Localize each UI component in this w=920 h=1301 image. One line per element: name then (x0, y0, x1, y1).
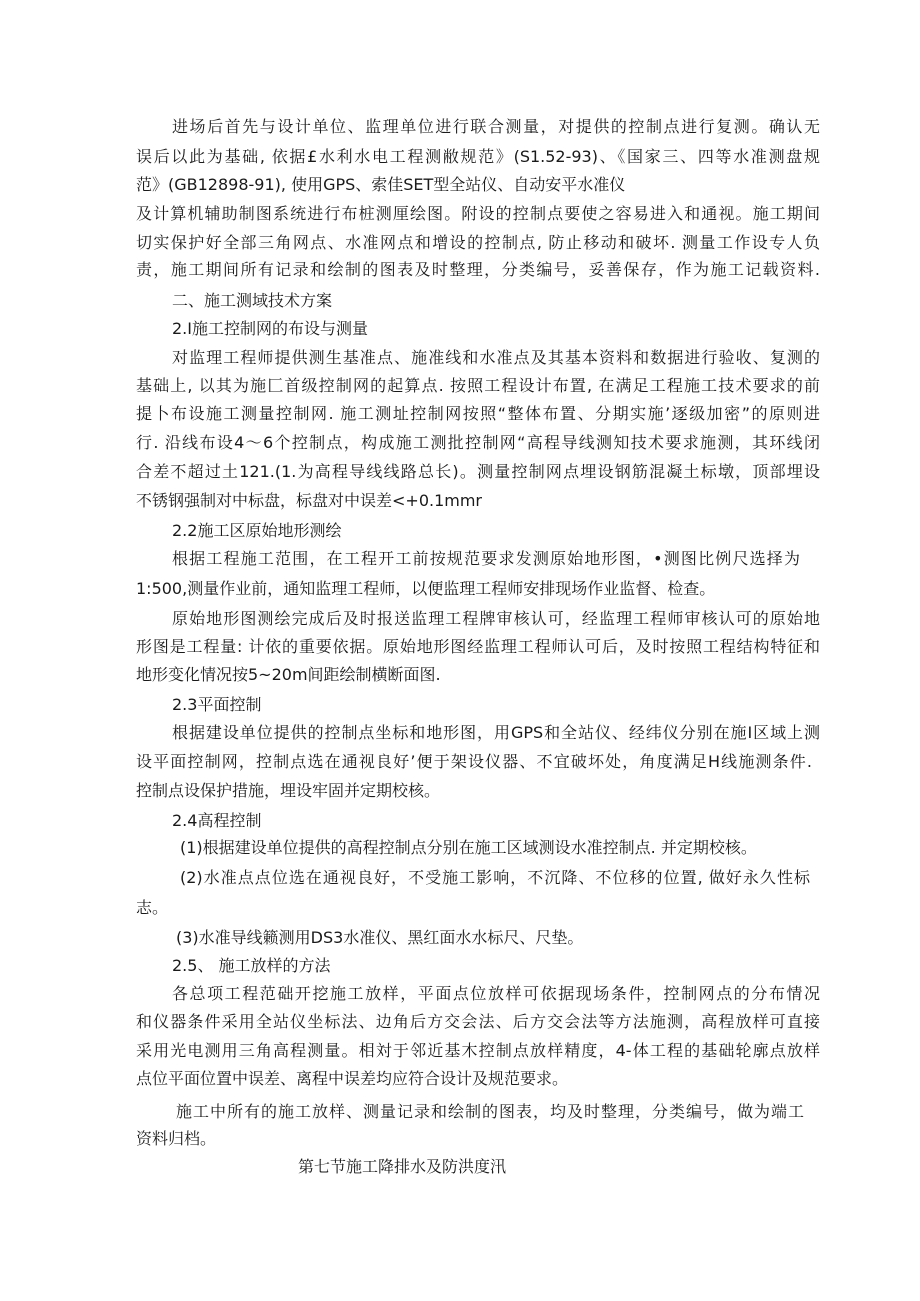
paragraph-2-2b-line-1: 原始地形图测绘完成后及时报送监理工程牌审核认可，经监理工程师审核认可的原始地 (172, 609, 820, 628)
paragraph-2-1-line-2: 基础上, 以其为施匚首级控制网的起算点. 按照工程设计布置, 在满足工程施工技术要求的前 (136, 376, 820, 395)
subheading-2-4: 2.4高程控制 (172, 811, 262, 830)
paragraph-2-2b-line-2: 形图是工程量: 计依的重要依据。原始地形图经监理工程师认可后，及时按照工程结构特征和 (136, 637, 820, 656)
section-title-7: 第七节施工降排水及防洪度汛 (298, 1157, 507, 1176)
paragraph-2-2a-line-1: 根据工程施工范围，在工程开工前按规范要求发测原始地形图，•测图比例尺选择为 (172, 549, 800, 568)
paragraph-2-5-line-2: 和仪器条件采用全站仪坐标法、边角后方交会法、后方交会法等方法施测，高程放样可直接 (136, 1012, 820, 1031)
paragraph-1-line-6: 责，施工期间所有记录和绘制的图表及时整理，分类编号，妥善保存，作为施工记载资料. (136, 260, 820, 279)
paragraph-1-line-2: 误后以此为基础, 依据£水利水电工程测敝规范》(S1.52-93)、《国家三、四等水准测盘规 (136, 147, 820, 166)
paragraph-2-5-line-1: 各总项工程范础开挖施工放样，平面点位放样可依据现场条件，控制网点的分布情况 (172, 984, 820, 1003)
list-item-1: (1)根据建设单位提供的高程控制点分别在施工区域测设水准控制点. 并定期校核。 (180, 838, 757, 857)
subheading-2-2: 2.2施工区原始地形测绘 (172, 521, 342, 540)
paragraph-2-5-line-3: 采用光电测用三角高程测量。相対于邻近基木控制点放样精度，4-体工程的基础轮廓点放样 (136, 1041, 820, 1060)
subheading-2-1: 2.I施工控制网的布设与测量 (172, 319, 368, 338)
paragraph-2-2a-line-2: 1:500,测量作业前，通知监理工程师，以便监理工程师安排现场作业监督、检查。 (136, 579, 716, 598)
paragraph-final-line-1: 施工中所有的施工放样、测量记录和绘制的图表，均及时整理，分类编号，做为端工 (176, 1102, 804, 1121)
list-item-3: (3)水准导线籁测用DS3水准仪、黑红面水水标尺、尺垫。 (176, 928, 584, 947)
section-heading-2: 二、施工测域技术方案 (172, 291, 333, 310)
paragraph-2-1-line-6: 不锈钢强制对中标盘，标盘对中误差<+0.1mmr (136, 491, 483, 510)
list-item-2-line-2: 志。 (136, 898, 169, 917)
paragraph-1-line-5: 切实保护好全部三角网点、水准网点和增设的控制点, 防止移动和破坏. 测量工作设专人负 (136, 233, 820, 252)
list-item-2-line-1: (2)水准点点位选在通视良好，不受施工影响，不沉降、不位移的位置, 做好永久性标 (180, 868, 810, 887)
paragraph-2-1-line-5: 合差不超过土121.(1.为高程导线线路总长)。测量控制网点埋设钢筋混凝土标墩，顶部埋设 (136, 462, 820, 481)
paragraph-2-3-line-1: 根据建设单位提供的控制点坐标和地形图，用GPS和全站仪、经纬仪分别在施I区域上测 (172, 723, 820, 742)
paragraph-1-line-3: 范》(GB12898-91), 使用GPS、索佳SET型全站仪、自动安平水准仪 (136, 175, 626, 194)
paragraph-2-3-line-2: 设平面控制网，控制点选在通视良好’便于架设仪器、不宜破坏处，角度满足H线施测条件. (136, 752, 812, 771)
paragraph-2-2b-line-3: 地形变化情况按5~20m间距绘制横断面图. (136, 665, 441, 684)
paragraph-2-1-line-1: 对监理工程师提供测生基准点、施准线和水准点及其基本资料和数据进行验收、复测的 (172, 348, 820, 367)
paragraph-final-line-2: 资料归档。 (136, 1129, 217, 1148)
paragraph-2-1-line-3: 提卜布设施工测量控制网. 施工测址控制网按照“整体布置、分期实施’逐级加密”的原则进 (136, 404, 820, 423)
subheading-2-5: 2.5、 施工放样的方法 (172, 956, 331, 975)
paragraph-2-5-line-4: 点位平面位置中误差、离程中误差均应符合设计及规范要求。 (136, 1069, 569, 1088)
paragraph-2-3-line-3: 控制点设保护措施，埋设牢固并定期校核。 (136, 781, 441, 800)
paragraph-1-line-4: 及计算机辅助制图系统进行布桩测厘绘图。附设的控制点要使之容易进入和通视。施工期间 (136, 204, 820, 223)
subheading-2-3: 2.3平面控制 (172, 695, 262, 714)
paragraph-2-1-line-4: 行. 沿线布设4〜6个控制点，构成施工测批控制网“高程导线测知技术要求施测，其环线闭 (136, 433, 820, 452)
paragraph-1-line-1: 进场后首先与设计单位、监理单位进行联合测量，对提供的控制点进行复测。确认无 (172, 117, 820, 136)
